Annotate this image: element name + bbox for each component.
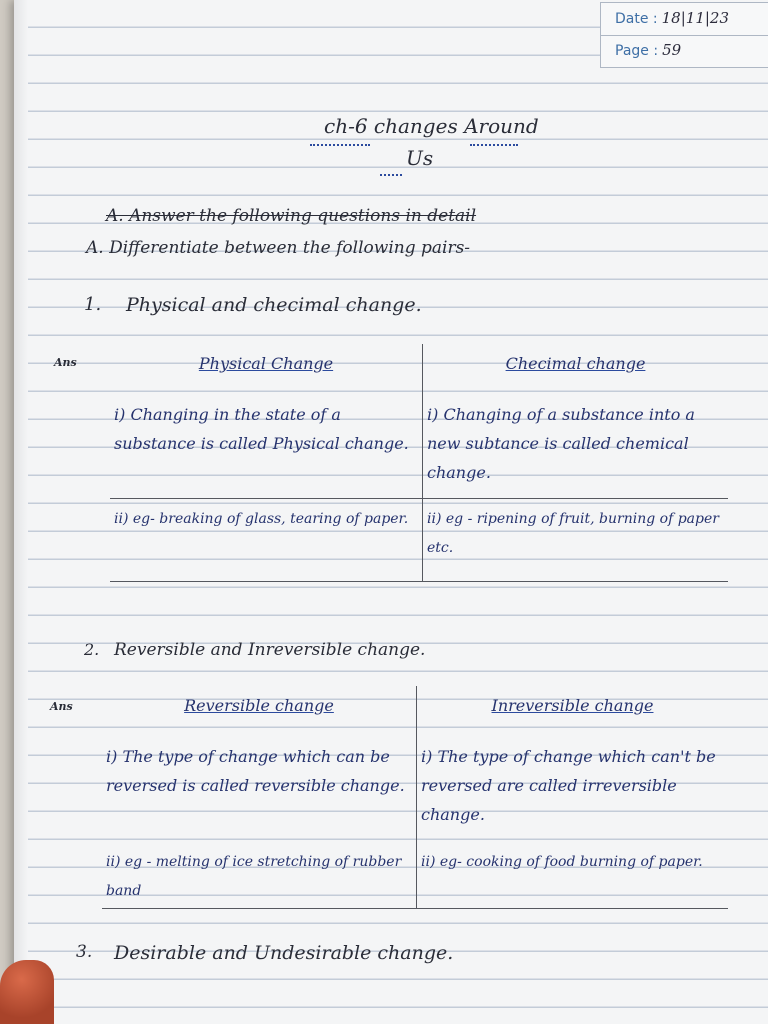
question-heading: A. Differentiate between the following pairs- [86, 238, 471, 258]
pair-1-title: Physical and checimal change. [126, 294, 422, 316]
table-1-row-2-chemical: ii) eg - ripening of fruit, burning of paper etc. [423, 499, 729, 582]
table-1-row-1-chemical: i) Changing of a substance into a new subtance is called chemical change. [423, 394, 729, 499]
table-2-row-1-reversible: i) The type of change which can be reversed is called reversible change. [102, 736, 417, 842]
comparison-table-1 [110, 344, 728, 582]
date-row [615, 9, 729, 27]
pair-3-number: 3. [76, 942, 93, 962]
struck-heading: A. Answer the following questions in detail [106, 206, 477, 226]
title-underline [310, 138, 370, 146]
table-2-row-2-reversible: ii) eg - melting of ice stretching of rubber band [102, 842, 417, 909]
pair-3-title: Desirable and Undesirable change. [114, 942, 454, 964]
table-1-row-1-physical: i) Changing in the state of a substance is called Physical change. [110, 394, 423, 499]
table-2-header-reversible: Reversible change [102, 686, 417, 736]
page-row [615, 41, 681, 59]
pair-2-number: 2. [84, 640, 100, 659]
date-page-box [600, 2, 768, 68]
pair-2-title: Reversible and Inreversible change. [114, 640, 426, 660]
chapter-title-line2: Us [406, 146, 434, 170]
page-number: 59 [662, 41, 682, 59]
table-2-row-1-irreversible: i) The type of change which can't be reversed are called irreversible change. [421, 747, 716, 824]
page-label: Page : [615, 43, 659, 59]
date-label: Date : [615, 11, 658, 27]
finger [0, 960, 54, 1024]
comparison-table-2 [102, 686, 728, 909]
notebook-page [14, 0, 768, 1024]
table-1-header-physical: Physical Change [110, 344, 423, 394]
pair-1-number: 1. [84, 294, 102, 315]
table-2-header-irreversible: Inreversible change [491, 696, 654, 715]
answer-label: Ans [54, 356, 77, 369]
header-divider [601, 35, 768, 36]
chapter-title: ch-6 changes Around [324, 114, 539, 138]
title-underline-3 [380, 168, 402, 176]
table-1-row-2-physical: ii) eg- breaking of glass, tearing of paper. [110, 499, 423, 582]
table-1-header-chemical: Checimal change [505, 354, 646, 373]
table-2-row-2-irreversible: ii) eg- cooking of food burning of paper. [417, 842, 729, 909]
answer-label-2: Ans [50, 700, 73, 713]
date-value: 18|11|23 [661, 9, 730, 27]
title-underline-2 [470, 138, 518, 146]
